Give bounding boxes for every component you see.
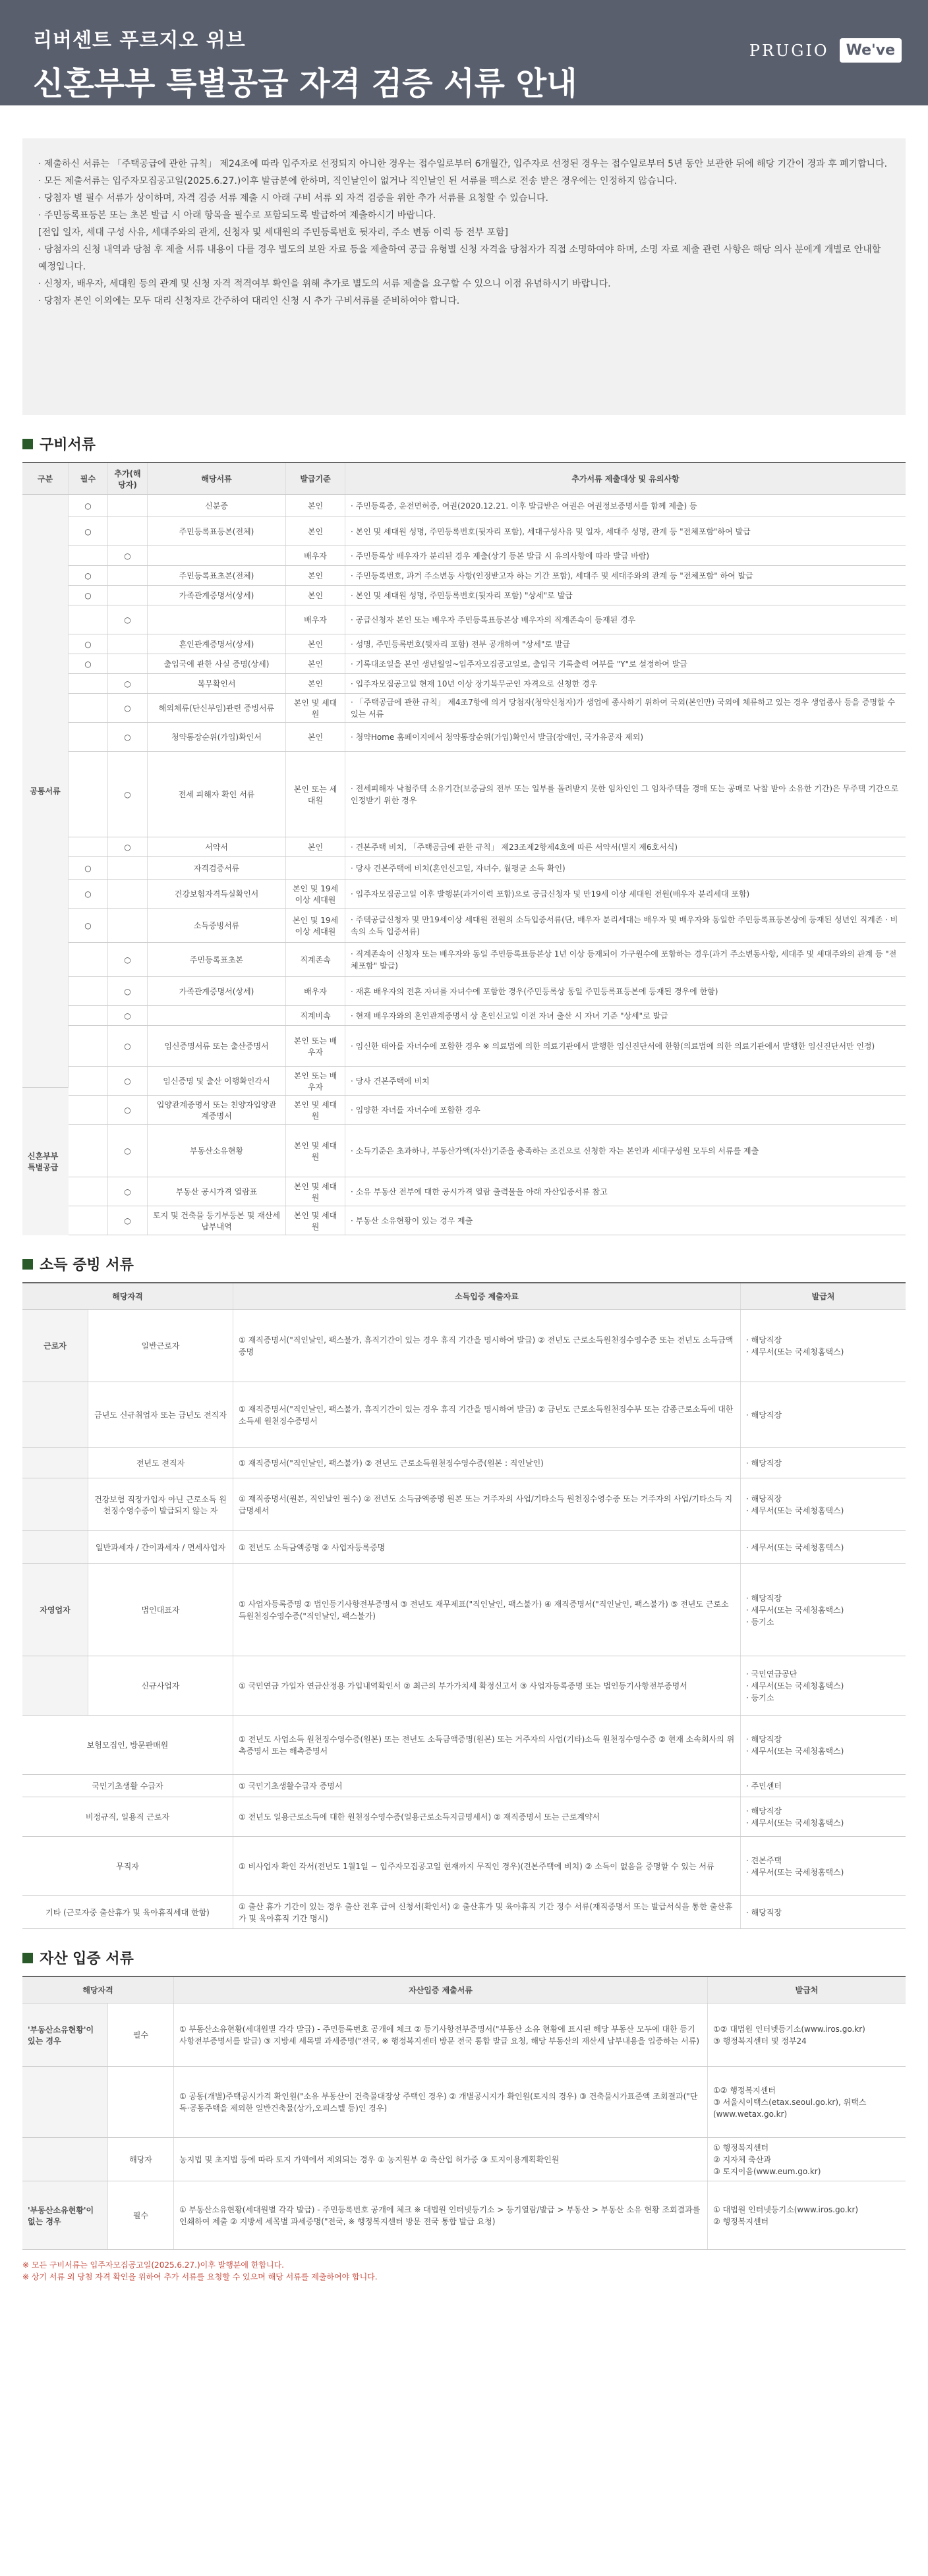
additional-mark: ○ xyxy=(108,546,148,565)
table-row xyxy=(69,1125,906,1177)
required-mark xyxy=(69,1125,108,1177)
asset-rows xyxy=(22,2003,906,2250)
income-group-self xyxy=(22,1656,88,1715)
asset-group: '부동산소유현황'이 없는 경우 xyxy=(22,2181,108,2249)
doc-issuer xyxy=(286,857,345,879)
table-row xyxy=(69,586,906,605)
notice-item: · 당첨자의 신청 내역과 당첨 후 제출 서류 내용이 다를 경우 별도의 보완 자료 등을 제출하여 공급 유형별 신청 자격을 당첨자가 직접 소명하여야 하며, 소명 자료 제출 관련 사항은 해당 의사 분에게 개별로 안내할 예정입니다. xyxy=(38,244,881,272)
doc-note: · 입주자모집공고일 현재 10년 이상 장기복무군인 자격으로 신청한 경우 xyxy=(351,679,598,688)
income-docs: ① 재직증명서(원본, 직인날인 필수) ② 전년도 소득금액증명 원본 또는 거주자의 사업/기타소득 원천징수영수증 또는 거주자의 사업/기타소득 지급명세서 xyxy=(233,1478,741,1530)
required-mark xyxy=(69,723,108,751)
doc-issuer: 배우자 xyxy=(286,546,345,565)
doc-issuer: 본인 또는 배우자 xyxy=(286,1067,345,1095)
table-row xyxy=(69,977,906,1006)
income-qualification: 보험모집인, 방문판매원 xyxy=(22,1716,233,1774)
table-row xyxy=(22,1656,906,1716)
additional-mark: ○ xyxy=(108,752,148,837)
doc-name: 자격검증서류 xyxy=(148,857,286,879)
doc-issuer: 직계비속 xyxy=(286,1006,345,1025)
section-square-icon xyxy=(22,1259,33,1270)
table-row xyxy=(69,566,906,586)
required-mark xyxy=(69,837,108,856)
doc-note: · 주민등록상 배우자가 분리된 경우 제출(상기 등본 발급 시 유의사항에 따라 발급 바람) xyxy=(351,551,650,561)
asset-type: 해당자 xyxy=(108,2138,174,2181)
table-row xyxy=(69,674,906,694)
doc-issuer: 본인 xyxy=(286,634,345,654)
doc-issuer: 본인 xyxy=(286,517,345,546)
doc-name: 토지 및 건축물 등기부등본 및 재산세 납부내역 xyxy=(148,1206,286,1235)
required-mark: ○ xyxy=(69,654,108,673)
doc-issuer: 본인 및 세대원 xyxy=(286,694,345,722)
doc-issuer: 본인 및 세대원 xyxy=(286,1177,345,1206)
income-docs: ① 재직증명서("직인날인, 팩스불가) ② 전년도 근로소득원천징수영수증(원본 : 직인날인) xyxy=(233,1448,741,1478)
income-docs: ① 비사업자 확인 각서(전년도 1월1일 ~ 입주자모집공고일 현재까지 무직인 경우)(견본주택에 비치) ② 소득이 없음을 증명할 수 있는 서류 xyxy=(233,1837,741,1895)
income-group-worker xyxy=(22,1478,88,1530)
notice-item: · 당첨자 별 필수 서류가 상이하며, 자격 검증 서류 제출 시 아래 구비 서류 외 자격 검증을 위한 추가 서류를 요청할 수 있습니다. xyxy=(38,193,548,204)
doc-name: 임신증명 및 출산 이행확인각서 xyxy=(148,1067,286,1095)
income-qualification: 금년도 신규취업자 또는 금년도 전직자 xyxy=(88,1382,233,1447)
doc-note: · 당사 견본주택에 비치 xyxy=(351,1076,430,1086)
additional-mark: ○ xyxy=(108,1067,148,1095)
doc-issuer: 배우자 xyxy=(286,977,345,1005)
required-mark xyxy=(69,977,108,1005)
income-section-title: 소득 증빙 서류 xyxy=(22,1254,906,1274)
section-square-icon xyxy=(22,1953,33,1963)
table-row xyxy=(69,1096,906,1125)
doc-note: · 본인 및 세대원 성명, 주민등록번호(뒷자리 포함), 세대구성사유 및 일자, 세대주 성명, 관계 등 "전체포함"하여 발급 xyxy=(351,526,751,536)
table-row xyxy=(69,634,906,654)
income-group-self: 자영업자 xyxy=(22,1564,88,1656)
doc-note: · 주택공급신청자 및 만19세이상 세대원 전원의 소득입증서류(단, 배우자 분리세대는 배우자 및 배우자와 동일한 주민등록표등본상에 등재된 성년인 직계존 · 비속의 소득 입증서류) xyxy=(351,914,898,936)
doc-note: · 성명, 주민등록번호(뒷자리 포함) 전부 공개하여 "상세"로 발급 xyxy=(351,639,570,649)
table-row xyxy=(22,1448,906,1478)
income-issuer: · 해당직장 · 세무서(또는 국세청홈택스) xyxy=(746,1806,844,1828)
asset-docs: ① 공동(개별)주택공시가격 확인원("소유 부동산이 건축물대장상 주택인 경우) ② 개별공시지가 확인원(토지의 경우) ③ 건축물시가표준액 조회결과("단독·공동주택을 제외한 일반건축물(상가,오피스텔 등)인 경우) xyxy=(174,2067,708,2137)
required-mark: ○ xyxy=(69,634,108,654)
required-mark xyxy=(69,546,108,565)
doc-note: · 소유 부동산 전부에 대한 공시가격 열람 출력물을 아래 자산입증서류 참고 xyxy=(351,1187,608,1196)
doc-issuer: 본인 xyxy=(286,674,345,693)
table-header-row: 해당자격 자산입증 제출서류 발급처 xyxy=(22,1977,906,2003)
income-group-worker: 근로자 xyxy=(22,1310,88,1382)
table-row xyxy=(69,943,906,977)
doc-issuer: 본인 및 세대원 xyxy=(286,1206,345,1235)
table-row xyxy=(69,694,906,723)
income-docs: ① 출산 휴가 기간이 있는 경우 출산 전후 급여 신청서(확인서) ② 출산휴가 및 육아휴직 기간 정수 서류(재직증명서 또는 발급서식을 통한 출산휴가 및 육아휴직 기간 명시) xyxy=(233,1896,741,1928)
doc-name: 소득증빙서류 xyxy=(148,909,286,942)
required-mark xyxy=(69,943,108,976)
required-mark: ○ xyxy=(69,880,108,908)
asset-type xyxy=(108,2067,174,2137)
income-docs: ① 전년도 일용근로소득에 대한 원천징수영수증(일용근로소득지급명세서) ② 재직증명서 또는 근로계약서 xyxy=(233,1797,741,1836)
doc-note: · 직계존속이 신청자 또는 배우자와 동일 주민등록표등본상 1년 이상 등재되어 가구원수에 포함하는 경우(과거 주소변동사항, 세대주 및 세대주와의 관계 등 "전체포함" 발급) xyxy=(351,949,897,970)
notice-item: · 주민등록표등본 또는 초본 발급 시 아래 항목을 필수로 포함되도록 발급하여 제출하시기 바랍니다. xyxy=(38,210,436,221)
additional-mark xyxy=(108,586,148,605)
doc-issuer: 본인 및 세대원 xyxy=(286,1096,345,1124)
income-docs-table xyxy=(22,1282,906,1929)
doc-note: · 입주자모집공고일 이후 발행분(과거이력 포함)으로 공급신청자 및 만19세 이상 세대원 전원(배우자 분리세대 포함) xyxy=(351,889,750,899)
prugio-logo: PRUGIO xyxy=(749,41,829,60)
required-mark xyxy=(69,1206,108,1235)
doc-name: 신분증 xyxy=(148,495,286,517)
doc-name: 복무확인서 xyxy=(148,674,286,693)
additional-mark xyxy=(108,495,148,517)
income-group-worker xyxy=(22,1448,88,1478)
asset-docs-table xyxy=(22,1976,906,2250)
required-mark xyxy=(69,1096,108,1124)
income-rows xyxy=(22,1310,906,1929)
table-row xyxy=(69,857,906,880)
table-header-row: 해당자격 소득입증 제출자료 발급처 xyxy=(22,1283,906,1310)
income-group-self xyxy=(22,1531,88,1563)
income-issuer: · 해당직장 xyxy=(746,1458,782,1468)
table-row xyxy=(69,880,906,909)
table-row xyxy=(69,909,906,943)
required-mark xyxy=(69,1006,108,1025)
income-qualification: 국민기초생활 수급자 xyxy=(22,1775,233,1797)
doc-note: · 당사 견본주택에 비치(혼인신고일, 자녀수, 월평균 소득 확인) xyxy=(351,863,566,873)
doc-note: · 기록대조일을 본인 생년월일~입주자모집공고일로, 출입국 기록출력 여부를 "Y"로 설정하여 발급 xyxy=(351,659,687,669)
doc-name: 부동산소유현황 xyxy=(148,1125,286,1177)
table-row xyxy=(69,752,906,837)
table-row xyxy=(22,1837,906,1896)
asset-type: 필수 xyxy=(108,2181,174,2249)
doc-name: 해외체류(단신부임)관련 증빙서류 xyxy=(148,694,286,722)
income-issuer: · 해당직장 · 세무서(또는 국세청홈택스) xyxy=(746,1734,844,1756)
table-row xyxy=(22,2003,906,2067)
doc-name: 건강보험자격득실확인서 xyxy=(148,880,286,908)
table-row xyxy=(69,837,906,857)
additional-mark: ○ xyxy=(108,1177,148,1206)
doc-issuer: 본인 xyxy=(286,586,345,605)
table-row xyxy=(69,1006,906,1026)
income-issuer: · 해당직장 xyxy=(746,1410,782,1420)
doc-issuer: 본인 xyxy=(286,495,345,517)
doc-name xyxy=(148,605,286,634)
asset-issuer: ① 대법원 인터넷등기소(www.iros.go.kr) ② 행정복지센터 xyxy=(713,2204,859,2226)
weve-logo: We've xyxy=(840,38,902,63)
doc-name: 서약서 xyxy=(148,837,286,856)
doc-note: · 본인 및 세대원 성명, 주민등록번호(뒷자리 포함) "상세"로 발급 xyxy=(351,590,573,600)
doc-name: 부동산 공시가격 열람표 xyxy=(148,1177,286,1206)
doc-issuer: 본인 또는 세대원 xyxy=(286,752,345,837)
table-row xyxy=(69,1206,906,1235)
table-row xyxy=(22,1564,906,1656)
additional-mark: ○ xyxy=(108,605,148,634)
footnotes xyxy=(22,2259,906,2283)
asset-issuer: ①② 행정복지센터 ③ 서울시이택스(etax.seoul.go.kr), 위택스(www.wetax.go.kr) xyxy=(713,2085,867,2119)
income-qualification: 전년도 전직자 xyxy=(88,1448,233,1478)
table-row xyxy=(22,2181,906,2250)
group-common: 공통서류 xyxy=(22,495,69,1088)
doc-issuer: 본인 또는 배우자 xyxy=(286,1026,345,1066)
doc-note: · 전세피해자 낙첨주택 소유기간(보증금의 전부 또는 일부를 돌려받지 못한 임차인인 그 임차주택을 경매 또는 공매로 낙찰 받아 소유한 기간)은 무주택 기간으로 인정받기 위한 경우 xyxy=(351,783,899,805)
income-qualification: 신규사업자 xyxy=(88,1656,233,1715)
income-issuer: · 세무서(또는 국세청홈택스) xyxy=(746,1542,844,1552)
income-issuer: · 해당직장 · 세무서(또는 국세청홈택스) xyxy=(746,1494,844,1515)
doc-note: · 재혼 배우자의 전혼 자녀를 자녀수에 포함한 경우(주민등록상 동일 주민등록표등본에 등재된 경우에 한함) xyxy=(351,986,718,996)
table-header-row: 구분 필수 추가(해당자) 해당서류 발급기준 추가서류 제출대상 및 유의사항 xyxy=(22,463,906,495)
doc-note: · 청약Home 홈페이지에서 청약통장순위(가입)확인서 발급(장애인, 국가유공자 제외) xyxy=(351,732,644,742)
doc-issuer: 본인 및 19세이상 세대원 xyxy=(286,880,345,908)
table-row xyxy=(22,2138,906,2181)
doc-issuer: 본인 및 19세이상 세대원 xyxy=(286,909,345,942)
additional-mark: ○ xyxy=(108,1006,148,1025)
income-issuer: · 견본주택 · 세무서(또는 국세청홈택스) xyxy=(746,1855,844,1877)
additional-mark: ○ xyxy=(108,674,148,693)
doc-name xyxy=(148,1006,286,1025)
required-mark: ○ xyxy=(69,495,108,517)
additional-mark: ○ xyxy=(108,1206,148,1235)
doc-issuer: 본인 xyxy=(286,654,345,673)
doc-name: 청약통장순위(가입)확인서 xyxy=(148,723,286,751)
notice-item: · 모든 제출서류는 입주자모집공고일(2025.6.27.)이후 발급분에 한하며, 직인날인이 없거나 직인날인 된 서류를 팩스로 전송 받은 경우에는 인정하지 않습니다. xyxy=(38,176,678,186)
notice-item: [전입 일자, 세대 구성 사유, 세대주와의 관계, 신청자 및 세대원의 주민등록번호 뒷자리, 주소 변동 이력 등 전부 포함] xyxy=(38,227,508,238)
income-group-worker xyxy=(22,1382,88,1447)
footnote-line: ※ 상기 서류 외 당첨 자격 확인을 위하여 추가 서류를 요청할 수 있으며 해당 서류를 제출하여야 합니다. xyxy=(22,2272,378,2282)
additional-mark xyxy=(108,880,148,908)
income-issuer: · 국민연금공단 · 세무서(또는 국세청홈택스) · 등기소 xyxy=(746,1669,844,1702)
doc-name: 출입국에 관한 사실 증명(상세) xyxy=(148,654,286,673)
income-qualification: 비정규직, 일용직 근로자 xyxy=(22,1797,233,1836)
income-docs: ① 사업자등록증명 ② 법인등기사항전부증명서 ③ 전년도 재무제표("직인날인, 팩스불가) ④ 재직증명서("직인날인, 팩스불가) ⑤ 전년도 근로소득원천징수영수증("직인날인, 팩스불가) xyxy=(233,1564,741,1656)
doc-issuer: 본인 및 세대원 xyxy=(286,1125,345,1177)
page-subtitle: 리버센트 푸르지오 위브 xyxy=(33,29,246,52)
asset-type: 필수 xyxy=(108,2003,174,2066)
table-row xyxy=(22,2067,906,2138)
additional-mark xyxy=(108,909,148,942)
group-newlywed: 신혼부부 특별공급 xyxy=(22,1088,69,1235)
brand-logos xyxy=(749,38,902,63)
doc-note: · 주민등록증, 운전면허증, 여권(2020.12.21. 이후 발급받은 여권은 여권정보증명서를 함께 제출) 등 xyxy=(351,501,697,511)
doc-issuer: 본인 xyxy=(286,723,345,751)
doc-name: 주민등록표초본 xyxy=(148,943,286,976)
doc-issuer: 본인 xyxy=(286,837,345,856)
doc-note: · 임신한 태아를 자녀수에 포함한 경우 ※ 의료법에 의한 의료기관에서 발행한 임신진단서에 한함(의료법에 의한 의료기관에서 발행한 임신진단서만 인정) xyxy=(351,1041,875,1051)
doc-issuer: 직계존속 xyxy=(286,943,345,976)
required-mark xyxy=(69,1067,108,1095)
additional-mark: ○ xyxy=(108,837,148,856)
asset-group xyxy=(22,2067,108,2137)
required-mark xyxy=(69,1026,108,1066)
doc-note: · 견본주택 비치, 「주택공급에 관한 규칙」 제23조제2항제4호에 따른 서약서(별지 제6호서식) xyxy=(351,842,678,852)
docs-group-column xyxy=(22,495,69,1235)
asset-docs: 농지법 및 초지법 등에 따라 토지 가액에서 제외되는 경우 ① 농지원부 ② 축산업 허가증 ③ 토지이용계획확인원 xyxy=(174,2138,708,2181)
income-docs: ① 국민연금 가입자 연금산정용 가입내역확인서 ② 최근의 부가가치세 확정신고서 ③ 사업자등록증명 또는 법인등기사항전부증명서 xyxy=(233,1656,741,1715)
required-docs-table xyxy=(22,462,906,1235)
doc-name: 전세 피해자 확인 서류 xyxy=(148,752,286,837)
doc-name: 가족관계증명서(상세) xyxy=(148,586,286,605)
table-row xyxy=(69,495,906,517)
required-mark xyxy=(69,674,108,693)
notice-item: · 제출하신 서류는 「주택공급에 관한 규칙」 제24조에 따라 입주자로 선정되지 아니한 경우는 접수일로부터 6개월간, 입주자로 선정된 경우는 접수일로부터 5년 동안 보관한 뒤에 해당 기간이 경과 후 폐기합니다. xyxy=(38,159,888,169)
required-mark: ○ xyxy=(69,586,108,605)
table-row xyxy=(69,1026,906,1067)
income-qualification: 기타 (근로자중 출산휴가 및 육아휴직세대 한함) xyxy=(22,1896,233,1928)
doc-note: · 주민등록번호, 과거 주소변동 사항(인정받고자 하는 기간 포함), 세대주 및 세대주와의 관계 등 "전체포함" 하여 발급 xyxy=(351,571,753,580)
required-mark xyxy=(69,752,108,837)
table-row xyxy=(22,1775,906,1797)
additional-mark: ○ xyxy=(108,1026,148,1066)
doc-note: · 입양한 자녀를 자녀수에 포함한 경우 xyxy=(351,1105,480,1115)
income-docs: ① 재직증명서("직인날인, 팩스불가, 휴직기간이 있는 경우 휴직 기간을 명시하여 발급) ② 금년도 근로소득원천징수부 또는 갑종근로소득에 대한 소득세 원천징수증명서 xyxy=(233,1382,741,1447)
income-qualification: 건강보험 직장가입자 아닌 근로소득 원천징수영수증이 발급되지 않는 자 xyxy=(88,1478,233,1530)
income-docs: ① 전년도 사업소득 원천징수영수증(원본) 또는 전년도 소득금액증명(원본) 또는 거주자의 사업(기타)소득 원천징수영수증 ② 현재 소속회사의 위촉증명서 또는 해촉증명서 xyxy=(233,1716,741,1774)
asset-issuer: ① 행정복지센터 ② 지자체 축산과 ③ 토지이음(www.eum.go.kr) xyxy=(713,2142,821,2176)
asset-docs: ① 부동산소유현황(세대원별 각각 발급) - 주민등록번호 공개에 체크 ② 등기사항전부증명서("부동산 소유 현황에 표시된 해당 부동산 모두에 대한 등기사항전부증명서를 발급) ③ 지방세 세목별 과세증명("전국, ※ 행정복지센터 방문 전국 통합 발급 요청, 해당 부동산의 재산세 납부내용을 입증하는 서류) xyxy=(174,2003,708,2066)
additional-mark: ○ xyxy=(108,977,148,1005)
required-mark xyxy=(69,605,108,634)
page-title: 신혼부부 특별공급 자격 검증 서류 안내 xyxy=(33,65,577,102)
asset-issuer: ①② 대법원 인터넷등기소(www.iros.go.kr) ③ 행정복지센터 및 정부24 xyxy=(713,2024,865,2046)
additional-mark: ○ xyxy=(108,723,148,751)
asset-section-title: 자산 입증 서류 xyxy=(22,1947,906,1968)
required-mark: ○ xyxy=(69,857,108,879)
income-qualification: 법인대표자 xyxy=(88,1564,233,1656)
doc-note: · 「주택공급에 관한 규칙」 제4조7항에 의거 당첨자(청약신청자)가 생업에 종사하기 위하여 국외(본인만) 국외에 체류하고 있는 경우 생업종사 등을 증명할 수 있는 서류 xyxy=(351,697,895,719)
doc-note: · 현재 배우자와의 혼인관계증명서 상 혼인신고일 이전 자녀 출산 시 자녀 기준 "상세"로 발급 xyxy=(351,1011,668,1021)
asset-docs: ① 부동산소유현황(세대원별 각각 발급) - 주민등록번호 공개에 체크 ※ 대법원 인터넷등기소 > 등기열람/발급 > 부동산 > 부동산 소유 현황 조회결과를 인쇄하여 제출 ② 지방세 세목별 과세증명("전국, ※ 행정복지센터 방문 전국 통합 발급 요청) xyxy=(174,2181,708,2249)
additional-mark xyxy=(108,517,148,546)
required-mark: ○ xyxy=(69,909,108,942)
income-docs: ① 전년도 소득금액증명 ② 사업자등록증명 xyxy=(233,1531,741,1563)
income-qualification: 일반근로자 xyxy=(88,1310,233,1382)
income-docs: ① 재직증명서("직인날인, 팩스불가, 휴직기간이 있는 경우 휴직 기간을 명시하여 발급) ② 전년도 근로소득원천징수영수증 또는 전년도 소득금액증명 xyxy=(233,1310,741,1382)
asset-group xyxy=(22,2138,108,2181)
section-square-icon xyxy=(22,439,33,449)
table-row xyxy=(22,1382,906,1448)
additional-mark: ○ xyxy=(108,943,148,976)
income-qualification: 일반과세자 / 간이과세자 / 면세사업자 xyxy=(88,1531,233,1563)
table-row xyxy=(69,1177,906,1206)
doc-note: · 부동산 소유현황이 있는 경우 제출 xyxy=(351,1216,473,1225)
additional-mark xyxy=(108,566,148,585)
docs-body xyxy=(22,495,906,1235)
notice-item: · 당첨자 본인 이외에는 모두 대리 신청자로 간주하여 대리인 신청 시 추가 구비서류를 준비하여야 합니다. xyxy=(38,296,460,306)
doc-name: 가족관계증명서(상세) xyxy=(148,977,286,1005)
additional-mark: ○ xyxy=(108,1096,148,1124)
required-mark xyxy=(69,1177,108,1206)
additional-mark: ○ xyxy=(108,694,148,722)
doc-name: 주민등록표초본(전체) xyxy=(148,566,286,585)
required-mark: ○ xyxy=(69,566,108,585)
income-qualification: 무직자 xyxy=(22,1837,233,1895)
doc-issuer: 배우자 xyxy=(286,605,345,634)
doc-note: · 소득기준은 초과하나, 부동산가액(자산)기준을 충족하는 조건으로 신청한 자는 본인과 세대구성원 모두의 서류를 제출 xyxy=(351,1146,759,1156)
income-issuer: · 해당직장 · 세무서(또는 국세청홈택스) · 등기소 xyxy=(746,1593,844,1627)
doc-note: · 공급신청자 본인 또는 배우자 주민등록표등본상 배우자의 직계존속이 등재된 경우 xyxy=(351,615,636,625)
doc-name: 임신증명서류 또는 출산증명서 xyxy=(148,1026,286,1066)
table-row xyxy=(22,1531,906,1564)
table-row xyxy=(69,546,906,566)
table-row xyxy=(69,654,906,674)
doc-issuer: 본인 xyxy=(286,566,345,585)
income-issuer: · 해당직장 · 세무서(또는 국세청홈택스) xyxy=(746,1335,844,1357)
docs-rows xyxy=(69,495,906,1235)
table-row xyxy=(69,517,906,546)
notice-box xyxy=(22,138,906,415)
table-row xyxy=(69,723,906,752)
page-header xyxy=(0,0,928,105)
table-row xyxy=(22,1797,906,1837)
income-issuer: · 해당직장 xyxy=(746,1907,782,1917)
table-row xyxy=(22,1478,906,1531)
income-docs: ① 국민기초생활수급자 증명서 xyxy=(233,1775,741,1797)
additional-mark: ○ xyxy=(108,1125,148,1177)
doc-name: 주민등록표등본(전체) xyxy=(148,517,286,546)
footnote-line: ※ 모든 구비서류는 입주자모집공고일(2025.6.27.)이후 발행분에 한합니다. xyxy=(22,2260,284,2270)
doc-name: 혼인관계증명서(상세) xyxy=(148,634,286,654)
required-mark xyxy=(69,694,108,722)
table-row xyxy=(22,1310,906,1382)
additional-mark xyxy=(108,634,148,654)
table-row xyxy=(22,1896,906,1929)
income-issuer: · 주민센터 xyxy=(746,1781,782,1791)
additional-mark xyxy=(108,654,148,673)
doc-name xyxy=(148,546,286,565)
table-row xyxy=(69,1067,906,1096)
table-row xyxy=(69,605,906,634)
asset-group: '부동산소유현황'이 있는 경우 xyxy=(22,2003,108,2066)
doc-name: 입양관계증명서 또는 친양자입양관계증명서 xyxy=(148,1096,286,1124)
docs-section-title: 구비서류 xyxy=(22,434,906,454)
notice-item: · 신청자, 배우자, 세대원 등의 관계 및 신청 자격 적격여부 확인을 위해 추가로 별도의 서류 제출을 요구할 수 있으니 이점 유념하시기 바랍니다. xyxy=(38,279,611,289)
additional-mark xyxy=(108,857,148,879)
table-row xyxy=(22,1716,906,1775)
required-mark: ○ xyxy=(69,517,108,546)
